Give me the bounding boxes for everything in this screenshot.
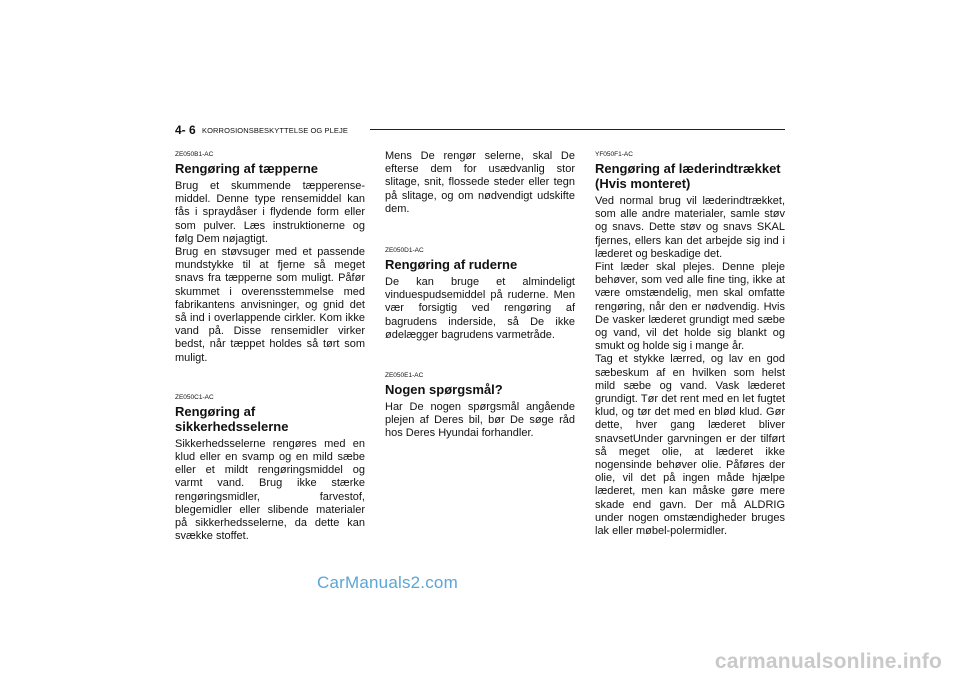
section-seatbelt-cleaning [175,393,365,544]
page-number: 4- 6 [175,123,196,137]
watermark-carmanuals2[interactable]: CarManuals2.com [317,573,458,592]
section-code: ZE050B1-AC [175,151,214,158]
section-window-cleaning [385,246,575,342]
section-heading: Nogen spørgsmål? [385,382,503,398]
section-body: De kan bruge et almindeligt vinduespudsemiddel på ruderne. Men vær forsigtig ved rengøring af bagrudens inderside, så De ikke ødelægger bagrudens varmetråde. [385,276,575,341]
section-body: Ved normal brug vil læderindtrækket, som alle andre materialer, samle støv og snavs. Dette støv og snavs SKAL fjernes, ellers kan det arbejde sig ind i læderet og beskadige det. Fint læder skal plejes. Denne pleje behøver, som ved alle fine ting, ikke at være omstændelig, men skal omfatte rengøring, når den er nødvendig. Hvis De vasker læderet grundigt med sæbe og vand, vil det holde sig blankt og smukt og holde sig i mange år. Tag et stykke lærred, og lav en god sæbeskum af en hvilken som helst mild sæbe og vand. Vask læderet grundigt. Tør det rent med en let fugtet klud, og tør det med en blød klud. Gør dette, hver gang læderet bliver snavsetUnder garvningen er der tilført så meget olie, at læderet ikke nogensinde behøver olie. Påføres der olie, vil det på ingen måde hjælpe læderet, men kan måske gøre mere skade end gavn. Der må ALDRIG under nogen omstændigheder bruges lak eller møbel-polermidler. [595,195,785,538]
section-body: Brug et skummende tæpperense-middel. Denne type rensemiddel kan fås i spraydåser i flydende form eller som pulver. Læs instruktionerne og følg Dem nøjagtigt. Brug en støvsuger med et passende mundstykke til at fjerne så meget snavs fra tæpperne som muligt. Påfør skummet i overensstemmelse med fabrikantens anvisninger, og gnid det så ind i overlappende cirkler. Kom ikke vand på. Disse rensemidler virker bedst, når tæppet holdes så tørt som muligt. [175,180,365,364]
section-code: ZE050C1-AC [175,393,214,401]
watermark-carmanualsonline[interactable]: carmanualsonline.info [714,650,942,673]
section-heading: Rengøring af læderindtrækket (Hvis monteret) [595,161,781,191]
column-middle [385,150,575,441]
section-code: ZE050D1-AC [385,247,424,255]
section-leather-cleaning [595,150,785,538]
section-carpet-cleaning [175,150,365,365]
section-title: KORROSIONSBESKYTTELSE OG PLEJE [202,126,348,135]
section-heading: Rengøring af ruderne [385,257,518,273]
section-body: Mens De rengør selerne, skal De efterse dem for usædvanlig stor slitage, snit, flossede steder eller tegn på slitage, og om nødvendigt udskifte dem. [385,150,575,215]
section-heading: Rengøring af sikkerhedsselerne [175,403,289,434]
column-right [595,150,785,538]
section-seatbelt-continued [385,150,575,216]
column-left [175,150,365,543]
section-code: YF050F1-AC [595,151,633,158]
section-code: ZE050E1-AC [385,372,424,380]
page-header [175,123,785,137]
section-body: Sikkerhedsselerne rengøres med en klud eller en svamp og en mild sæbe eller et mildt rengøringsmiddel og varmt vand. Brug ikke stærke rengøringsmidler, farvestof, blegemidler eller slibende materialer på sikkerhedsselerne, da dette kan svække stoffet. [175,437,365,543]
header-rule [370,129,785,130]
section-questions [385,371,575,441]
section-body: Har De nogen spørgsmål angående plejen af Deres bil, bør De søge råd hos Deres Hyundai forhandler. [385,401,575,440]
section-heading: Rengøring af tæpperne [175,161,319,176]
